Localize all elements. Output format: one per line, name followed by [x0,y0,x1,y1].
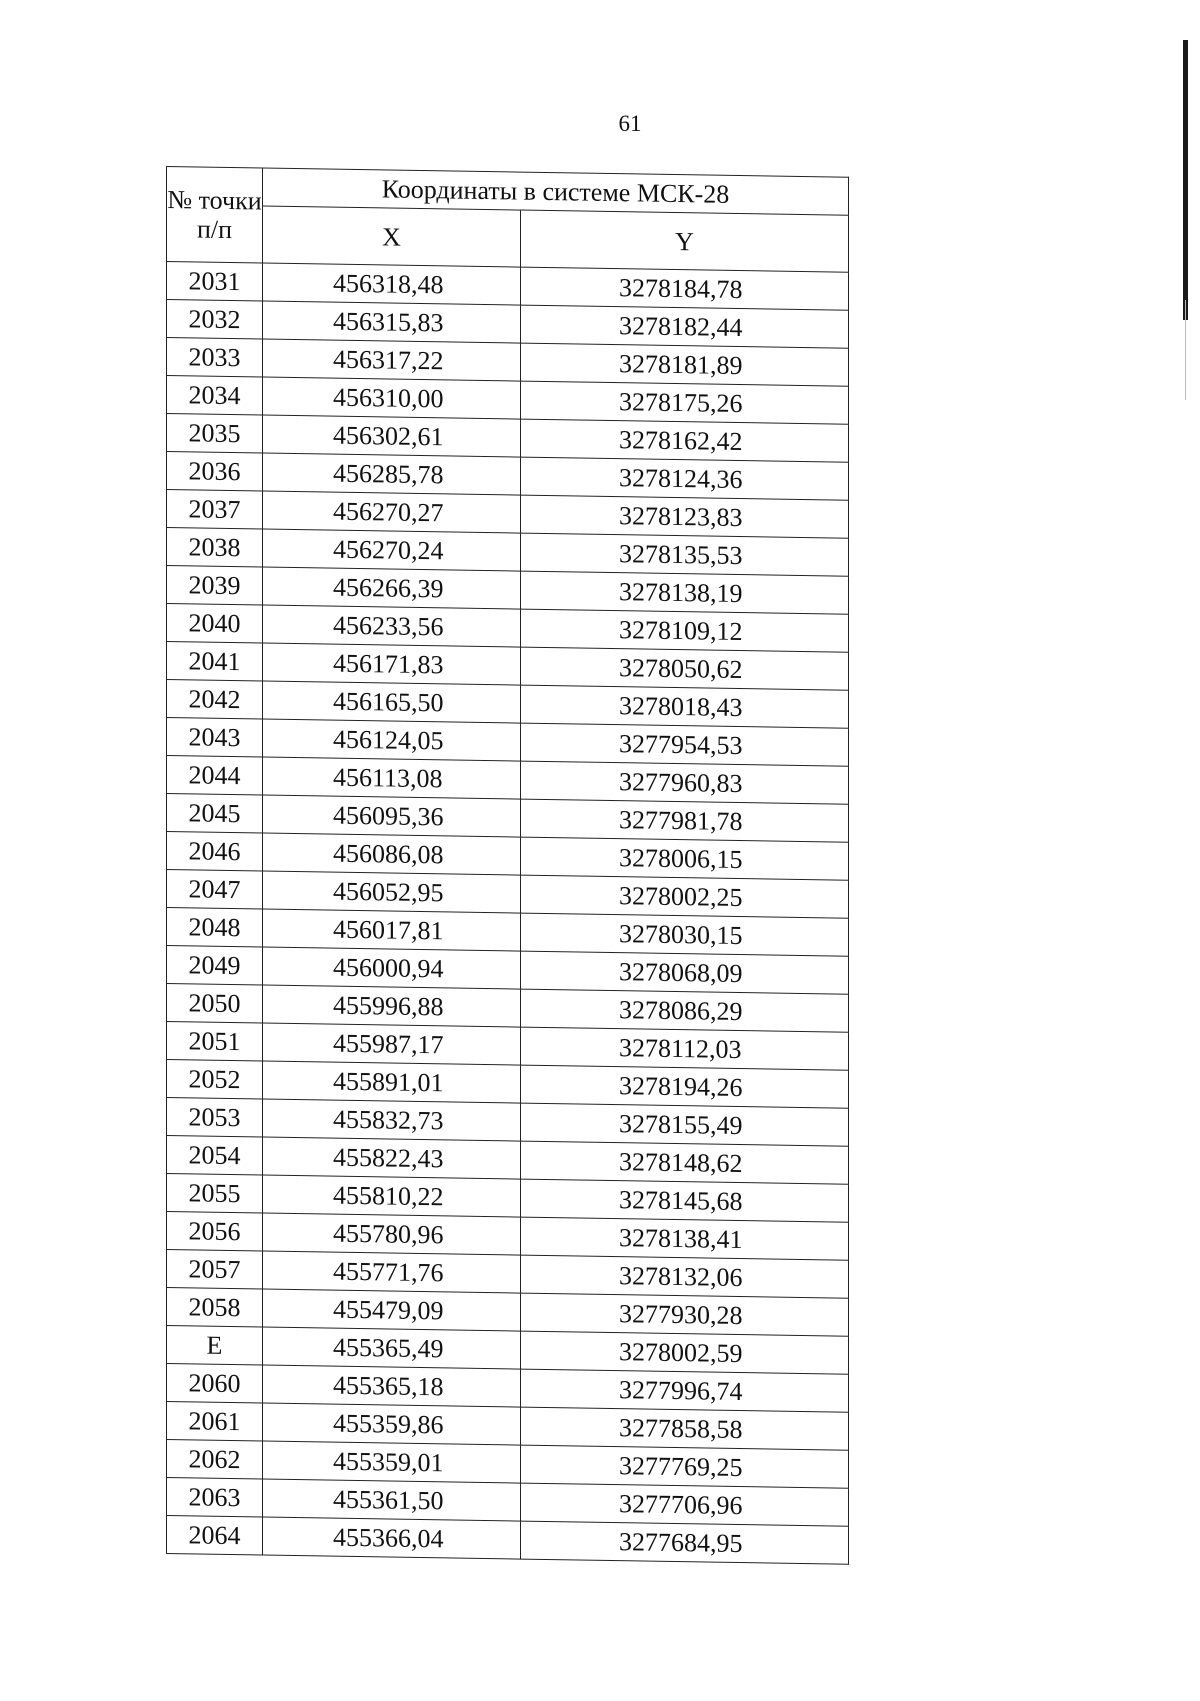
cell-point-number: 2031 [167,262,263,302]
cell-point-number: 2032 [167,300,263,340]
cell-y-coordinate: 3278112,03 [521,1027,849,1070]
cell-point-number: 2061 [167,1402,263,1442]
cell-point-number: 2044 [167,756,263,796]
page-number: 61 [618,111,642,136]
cell-point-number: 2040 [167,604,263,644]
table-header [167,167,849,273]
cell-point-number: 2056 [167,1212,263,1252]
cell-point-number: 2042 [167,680,263,720]
cell-point-number: 2064 [167,1516,263,1556]
cell-y-coordinate: 3278175,26 [521,381,849,424]
cell-x-coordinate: 456315,83 [263,301,521,343]
cell-x-coordinate: 455365,18 [263,1365,521,1407]
cell-point-number: 2045 [167,794,263,834]
cell-x-coordinate: 456086,08 [263,833,521,875]
header-point-number: № точки п/п [167,167,263,264]
cell-y-coordinate: 3278135,53 [521,533,849,576]
cell-y-coordinate: 3277858,58 [521,1407,849,1450]
cell-x-coordinate: 456113,08 [263,757,521,799]
scan-edge-faint-mark [1185,300,1186,400]
cell-point-number: 2052 [167,1060,263,1100]
cell-y-coordinate: 3277930,28 [521,1293,849,1336]
cell-x-coordinate: 456000,94 [263,947,521,989]
cell-y-coordinate: 3277960,83 [521,761,849,804]
cell-x-coordinate: 456266,39 [263,567,521,609]
cell-y-coordinate: 3277954,53 [521,723,849,766]
cell-x-coordinate: 455996,88 [263,985,521,1027]
cell-y-coordinate: 3277684,95 [521,1521,849,1564]
cell-x-coordinate: 456270,27 [263,491,521,533]
header-y: Y [521,210,849,272]
cell-y-coordinate: 3278148,62 [521,1141,849,1184]
cell-x-coordinate: 455366,04 [263,1517,521,1559]
cell-x-coordinate: 456124,05 [263,719,521,761]
header-x: X [263,206,521,267]
cell-x-coordinate: 456302,61 [263,415,521,457]
cell-y-coordinate: 3278155,49 [521,1103,849,1146]
cell-point-number: 2063 [167,1478,263,1518]
cell-x-coordinate: 456171,83 [263,643,521,685]
cell-x-coordinate: 456052,95 [263,871,521,913]
cell-point-number: 2048 [167,908,263,948]
scan-edge-mark [1183,40,1188,320]
cell-y-coordinate: 3278162,42 [521,419,849,462]
cell-point-number: 2055 [167,1174,263,1214]
cell-x-coordinate: 455361,50 [263,1479,521,1521]
cell-point-number: 2060 [167,1364,263,1404]
cell-x-coordinate: 455780,96 [263,1213,521,1255]
cell-y-coordinate: 3277706,96 [521,1483,849,1526]
cell-y-coordinate: 3278181,89 [521,343,849,386]
cell-point-number: 2033 [167,338,263,378]
cell-x-coordinate: 455359,01 [263,1441,521,1483]
cell-x-coordinate: 455832,73 [263,1099,521,1141]
cell-y-coordinate: 3278030,15 [521,913,849,956]
cell-y-coordinate: 3278182,44 [521,305,849,348]
cell-y-coordinate: 3278006,15 [521,837,849,880]
coordinates-table [166,166,849,1565]
cell-point-number: 2037 [167,490,263,530]
cell-point-number: 2039 [167,566,263,606]
cell-point-number: 2058 [167,1288,263,1328]
cell-point-number: 2051 [167,1022,263,1062]
cell-y-coordinate: 3278086,29 [521,989,849,1032]
cell-y-coordinate: 3278123,83 [521,495,849,538]
cell-x-coordinate: 456310,00 [263,377,521,419]
cell-y-coordinate: 3277996,74 [521,1369,849,1412]
header-row-axes [167,205,849,273]
cell-y-coordinate: 3278068,09 [521,951,849,994]
cell-point-number: 2057 [167,1250,263,1290]
cell-point-number: 2043 [167,718,263,758]
cell-x-coordinate: 455987,17 [263,1023,521,1065]
cell-point-number: 2054 [167,1136,263,1176]
cell-x-coordinate: 456318,48 [263,263,521,305]
cell-x-coordinate: 455771,76 [263,1251,521,1293]
cell-x-coordinate: 455822,43 [263,1137,521,1179]
cell-y-coordinate: 3278138,19 [521,571,849,614]
cell-y-coordinate: 3278184,78 [521,267,849,310]
cell-x-coordinate: 455359,86 [263,1403,521,1445]
cell-point-number: E [167,1326,263,1366]
cell-x-coordinate: 456317,22 [263,339,521,381]
cell-point-number: 2046 [167,832,263,872]
cell-y-coordinate: 3278109,12 [521,609,849,652]
header-coordinates-system: Координаты в системе МСК-28 [263,168,849,215]
cell-y-coordinate: 3278002,25 [521,875,849,918]
cell-point-number: 2036 [167,452,263,492]
cell-y-coordinate: 3278138,41 [521,1217,849,1260]
cell-point-number: 2038 [167,528,263,568]
cell-point-number: 2049 [167,946,263,986]
cell-y-coordinate: 3278018,43 [521,685,849,728]
cell-point-number: 2053 [167,1098,263,1138]
cell-point-number: 2047 [167,870,263,910]
cell-x-coordinate: 456017,81 [263,909,521,951]
cell-x-coordinate: 456165,50 [263,681,521,723]
cell-y-coordinate: 3278194,26 [521,1065,849,1108]
cell-x-coordinate: 456270,24 [263,529,521,571]
cell-y-coordinate: 3277769,25 [521,1445,849,1488]
cell-point-number: 2041 [167,642,263,682]
cell-x-coordinate: 455365,49 [263,1327,521,1369]
cell-y-coordinate: 3278124,36 [521,457,849,500]
cell-x-coordinate: 456233,56 [263,605,521,647]
cell-x-coordinate: 456095,36 [263,795,521,837]
cell-point-number: 2062 [167,1440,263,1480]
cell-point-number: 2034 [167,376,263,416]
cell-x-coordinate: 456285,78 [263,453,521,495]
cell-y-coordinate: 3278145,68 [521,1179,849,1222]
cell-point-number: 2050 [167,984,263,1024]
cell-y-coordinate: 3278002,59 [521,1331,849,1374]
cell-point-number: 2035 [167,414,263,454]
cell-y-coordinate: 3277981,78 [521,799,849,842]
cell-x-coordinate: 455891,01 [263,1061,521,1103]
cell-y-coordinate: 3278132,06 [521,1255,849,1298]
cell-x-coordinate: 455810,22 [263,1175,521,1217]
table-body [167,262,849,1565]
cell-y-coordinate: 3278050,62 [521,647,849,690]
cell-x-coordinate: 455479,09 [263,1289,521,1331]
